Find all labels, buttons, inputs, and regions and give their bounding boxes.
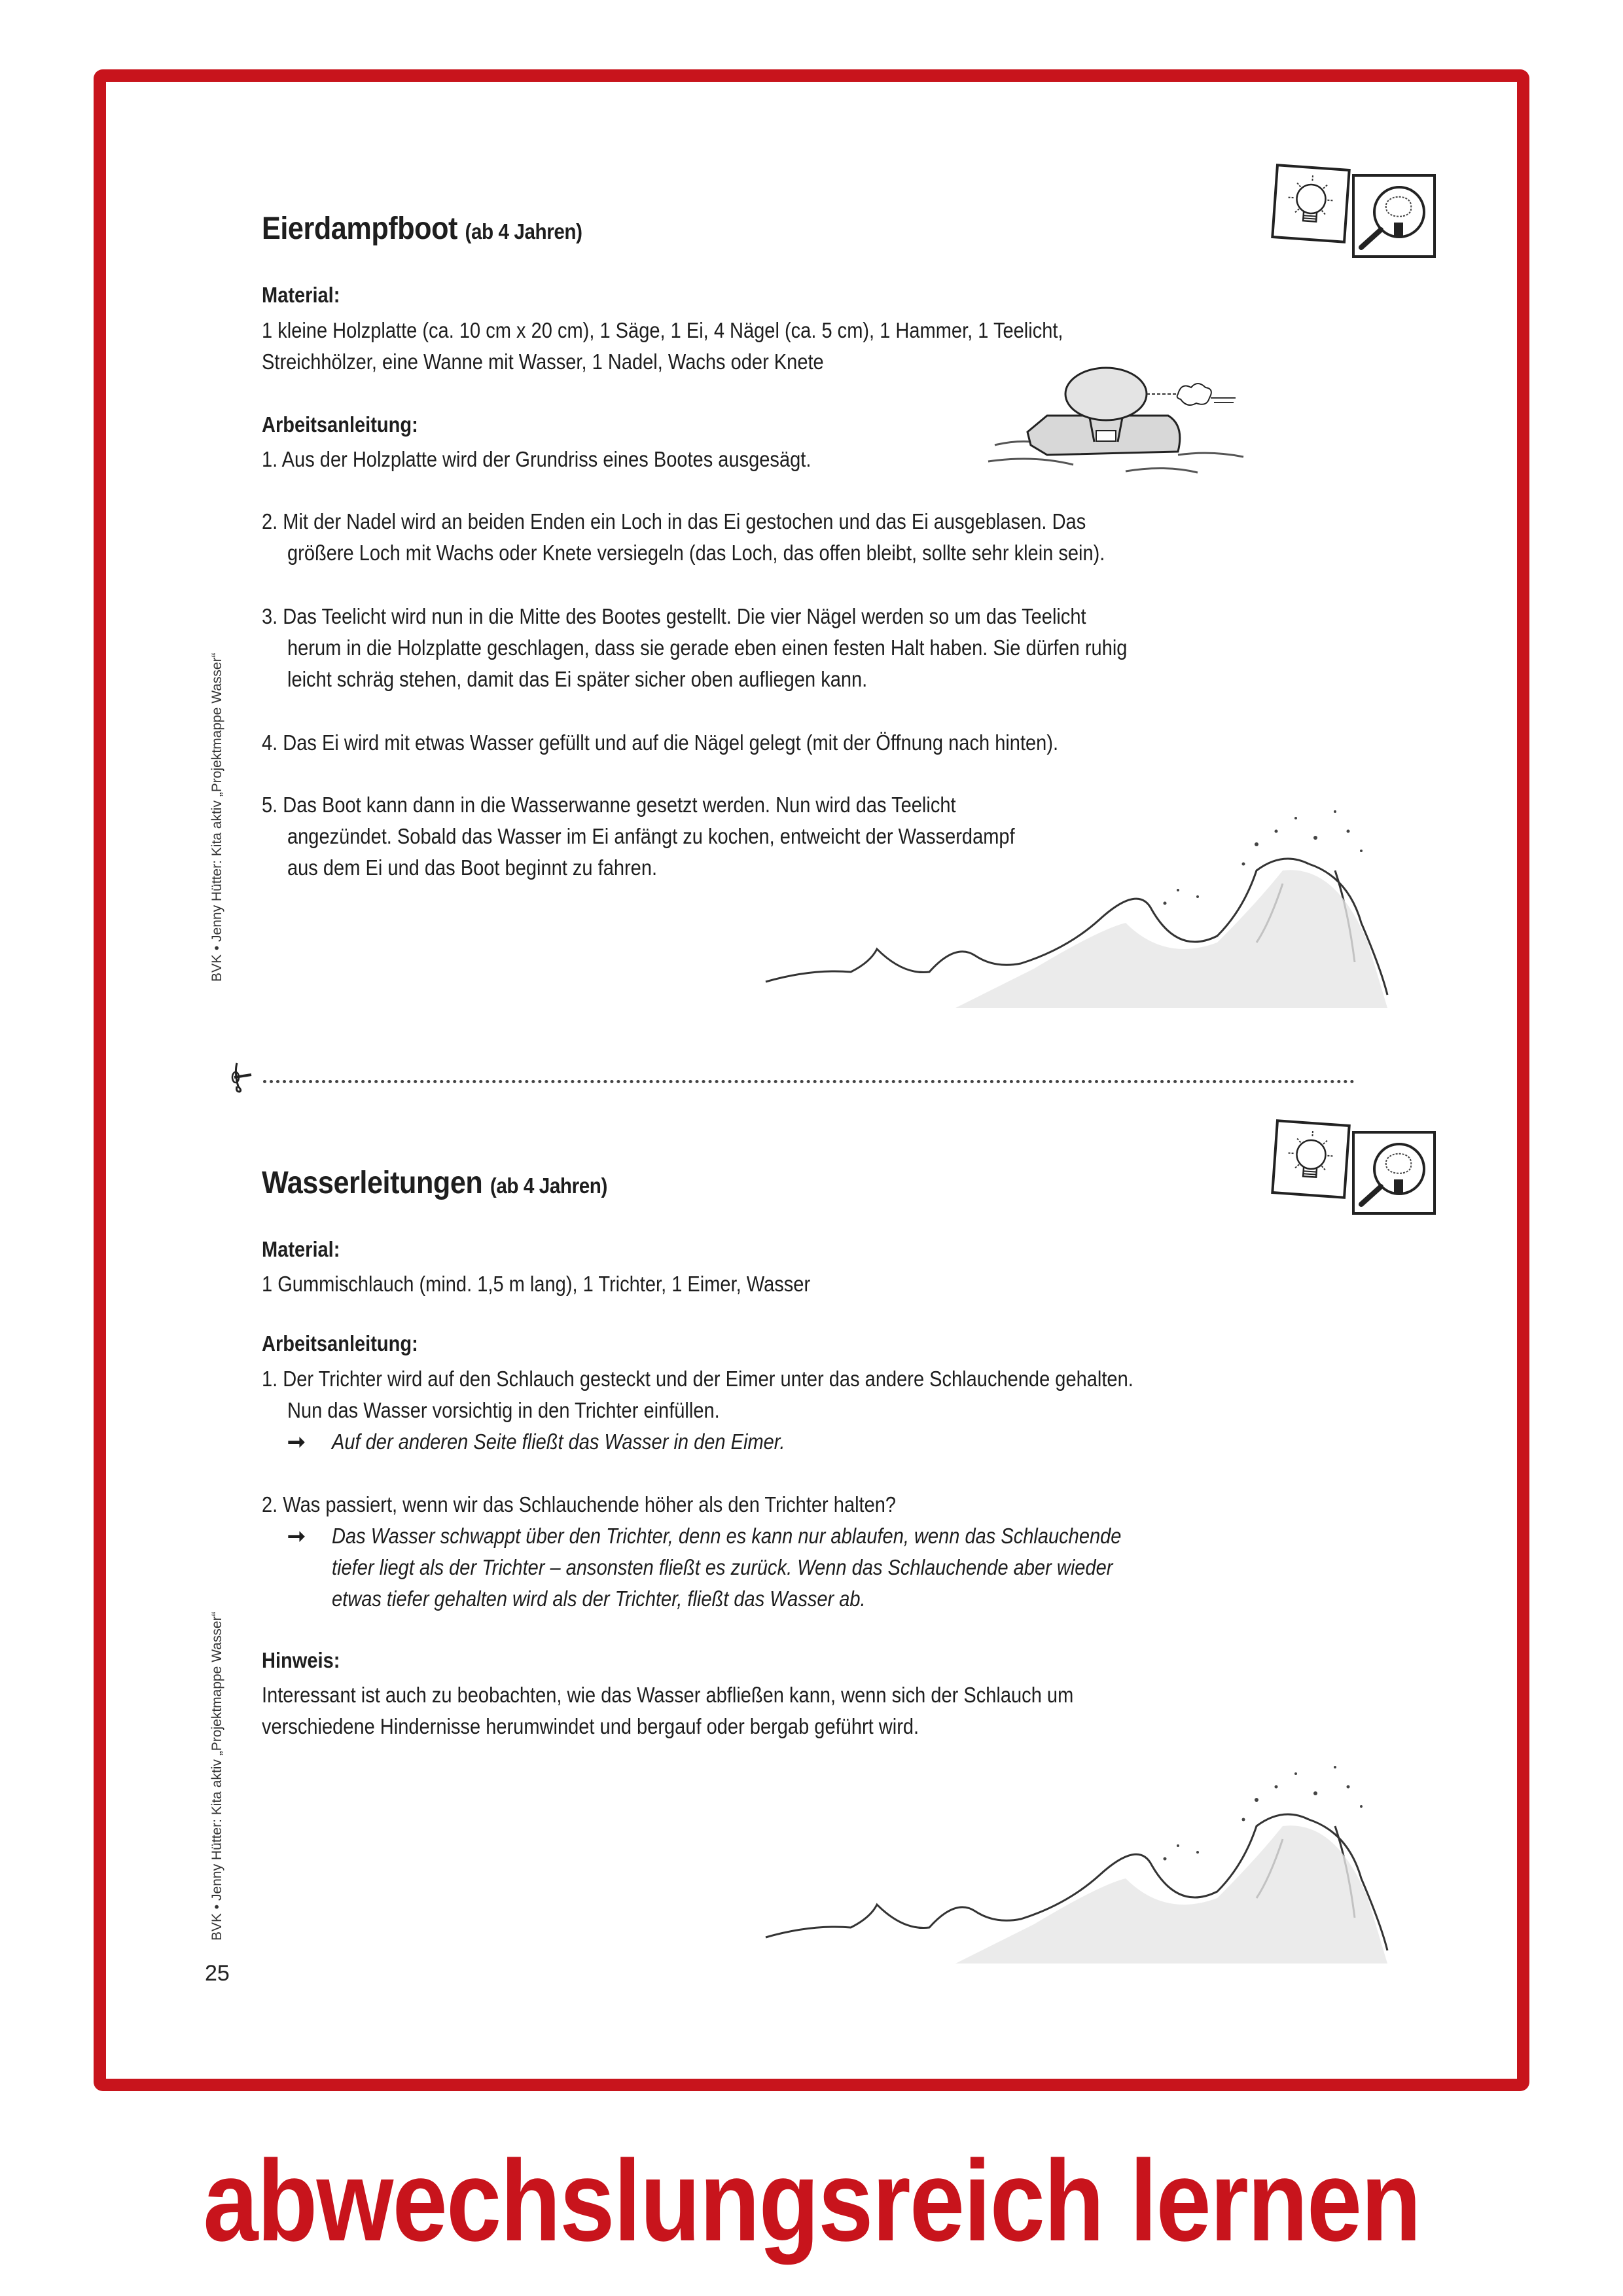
scissors-icon xyxy=(229,1060,262,1093)
step-line: Nun das Wasser vorsichtig in den Trichter einfüllen. xyxy=(287,1398,720,1422)
magnifier-tree-icon xyxy=(1352,1131,1436,1215)
instructions-label: Arbeitsanleitung: xyxy=(262,412,418,437)
wave-illustration xyxy=(759,792,1427,1014)
arrow-right-icon: ➞ xyxy=(287,1429,306,1454)
age-range: (ab 4 Jahren) xyxy=(465,219,582,243)
step-line: aus dem Ei und das Boot beginnt zu fahren. xyxy=(287,855,658,880)
egg-steamboat-illustration xyxy=(982,367,1257,491)
title-text: Wasserleitungen xyxy=(262,1166,483,1200)
tagline xyxy=(0,2135,1623,2267)
magnifier-tree-icon xyxy=(1352,174,1436,258)
material-line: Streichhölzer, eine Wanne mit Wasser, 1 Nadel, Wachs oder Knete xyxy=(262,350,824,374)
step-1 xyxy=(262,444,886,475)
step-1 xyxy=(262,1363,1252,1458)
age-range: (ab 4 Jahren) xyxy=(490,1174,607,1198)
lightbulb-icon xyxy=(1268,1117,1353,1202)
step-line: leicht schräg stehen, damit das Ei später sicher oben aufliegen kann. xyxy=(287,667,868,691)
material-label: Material: xyxy=(262,1237,340,1261)
section-title xyxy=(262,211,618,247)
step-line: 2. Mit der Nadel wird an beiden Enden ein Loch in das Ei gestochen und das Ei ausgeblasen. Das xyxy=(262,509,1086,533)
material-line: 1 kleine Holzplatte (ca. 10 cm x 20 cm), 1 Säge, 1 Ei, 4 Nägel (ca. 5 cm), 1 Hammer, 1 Teelicht, xyxy=(262,318,1063,342)
section-title xyxy=(262,1165,646,1201)
step-4 xyxy=(262,727,1167,759)
step-line: 2. Was passiert, wenn wir das Schlauchende höher als den Trichter halten? xyxy=(262,1492,897,1516)
answer-line: etwas tiefer gehalten wird als der Trichter, fließt das Wasser ab. xyxy=(332,1587,866,1611)
instructions-label: Arbeitsanleitung: xyxy=(262,1331,418,1355)
answer xyxy=(262,1426,1252,1458)
note-line: verschiedene Hindernisse herumwindet und bergauf oder bergab geführt wird. xyxy=(262,1714,919,1738)
step-line: herum in die Holzplatte geschlagen, dass sie gerade eben einen festen Halt haben. Sie dürfen ruhig xyxy=(287,636,1128,660)
cut-line xyxy=(263,1080,1355,1083)
step-line: größere Loch mit Wachs oder Knete versiegeln (das Loch, das offen bleibt, sollte sehr klein sein). xyxy=(287,541,1105,565)
side-credit: BVK • Jenny Hütter: Kita aktiv „Projektmappe Wasser“ xyxy=(209,653,224,982)
step-2 xyxy=(262,506,1217,569)
answer-line: Auf der anderen Seite fließt das Wasser in den Eimer. xyxy=(332,1429,785,1454)
step-line: 4. Das Ei wird mit etwas Wasser gefüllt und auf die Nägel gelegt (mit der Öffnung nach hinten). xyxy=(262,730,1059,755)
note-label: Hinweis: xyxy=(262,1648,340,1672)
title-text: Eierdampfboot xyxy=(262,211,457,246)
note-text xyxy=(262,1679,1184,1742)
side-credit: BVK • Jenny Hütter: Kita aktiv „Projektmappe Wasser“ xyxy=(209,1611,224,1941)
material-line: 1 Gummischlauch (mind. 1,5 m lang), 1 Trichter, 1 Eimer, Wasser xyxy=(262,1272,811,1296)
material-label: Material: xyxy=(262,283,340,307)
tagline-text: abwechslungsreich lernen xyxy=(203,2137,1420,2265)
arrow-right-icon: ➞ xyxy=(287,1524,306,1548)
lightbulb-icon xyxy=(1268,161,1353,246)
material-list xyxy=(262,1268,885,1300)
note-line: Interessant ist auch zu beobachten, wie das Wasser abfließen kann, wenn sich der Schlauch um xyxy=(262,1683,1074,1707)
step-line: 3. Das Teelicht wird nun in die Mitte des Bootes gestellt. Die vier Nägel werden so um das Teelicht xyxy=(262,604,1086,628)
answer-line: Das Wasser schwappt über den Trichter, denn es kann nur ablaufen, wenn das Schlauchende xyxy=(332,1524,1122,1548)
step-line: 1. Der Trichter wird auf den Schlauch gesteckt und der Eimer unter das andere Schlauchende gehalten. xyxy=(262,1367,1133,1391)
step-line: angezündet. Sobald das Wasser im Ei anfängt zu kochen, entweicht der Wasserdampf xyxy=(287,824,1015,848)
step-line: 5. Das Boot kann dann in die Wasserwanne gesetzt werden. Nun wird das Teelicht xyxy=(262,793,956,817)
step-line: 1. Aus der Holzplatte wird der Grundriss eines Bootes ausgesägt. xyxy=(262,447,812,471)
answer-line: tiefer liegt als der Trichter – ansonsten fließt es zurück. Wenn das Schlauchende aber wieder xyxy=(332,1555,1113,1579)
answer xyxy=(262,1520,1229,1552)
wave-illustration xyxy=(759,1748,1427,1970)
step-2 xyxy=(262,1489,1229,1615)
step-3 xyxy=(262,601,1241,695)
page-number: 25 xyxy=(205,1961,230,1986)
